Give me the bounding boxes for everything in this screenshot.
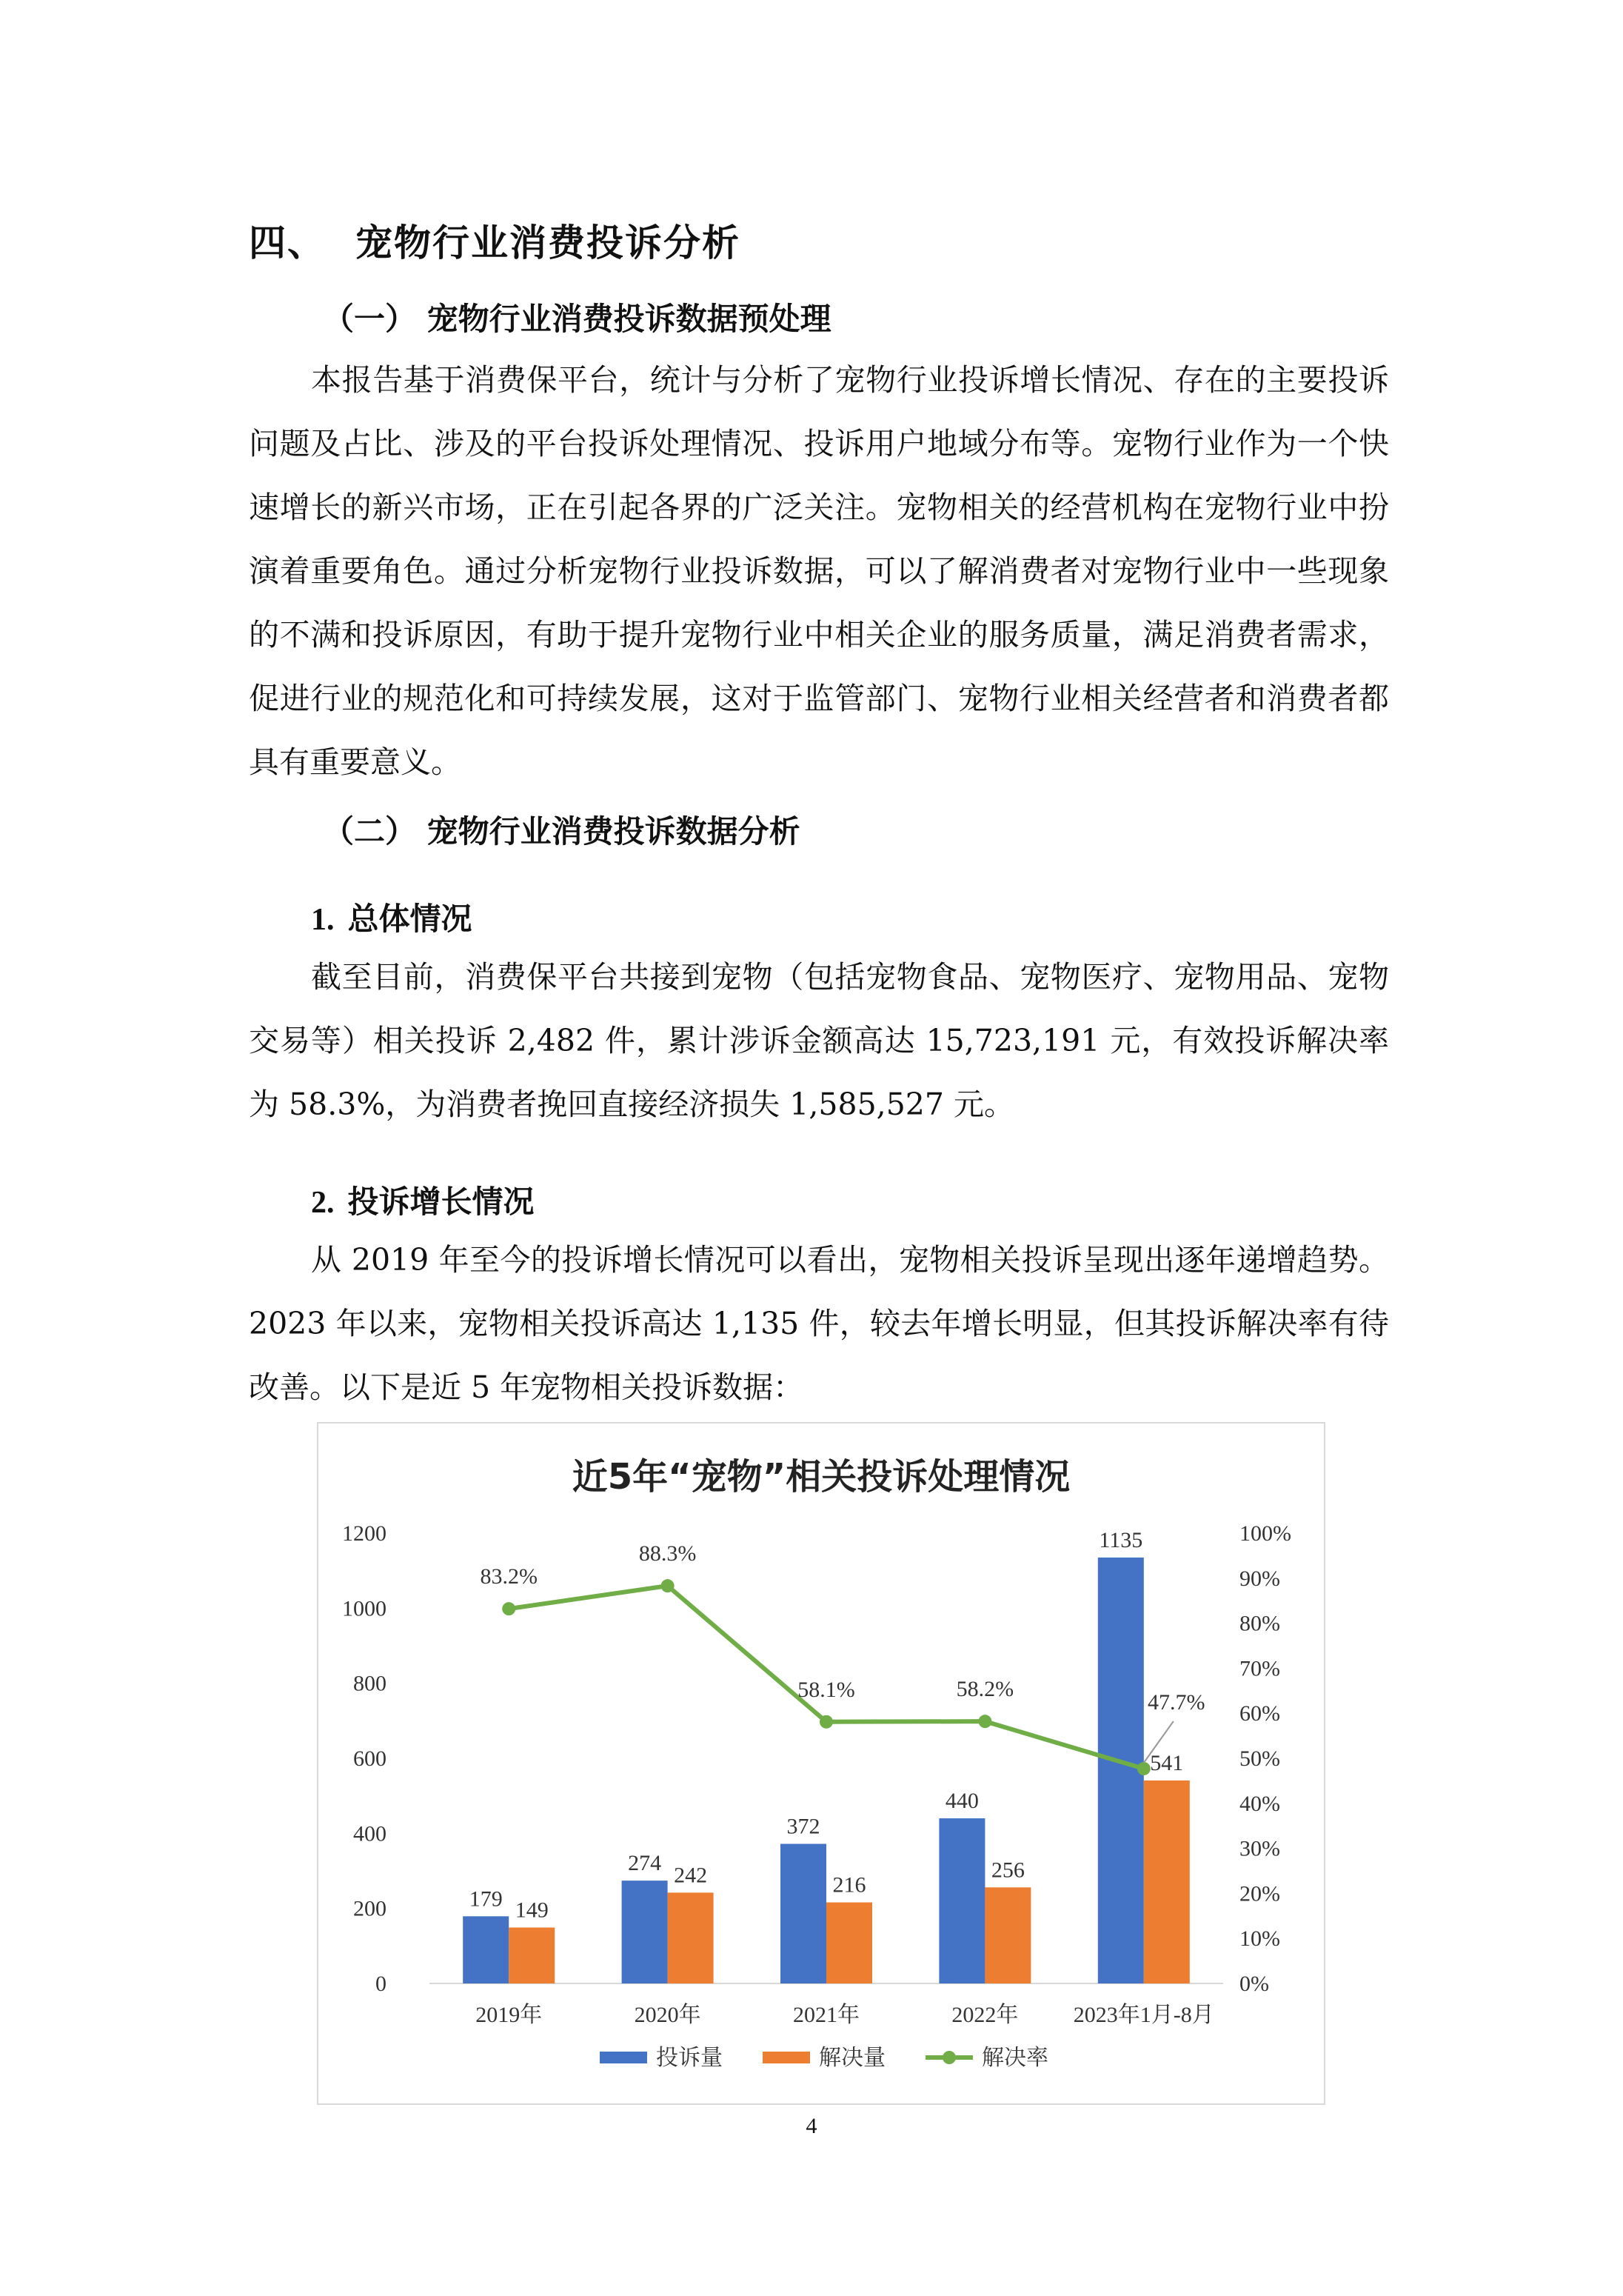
left-axis-tick: 800	[353, 1671, 386, 1696]
page-number: 4	[806, 2114, 817, 2138]
section-heading	[249, 213, 740, 267]
legend-swatch-marker	[943, 2051, 956, 2064]
bar-data-label: 242	[674, 1863, 708, 1888]
legend-label: 解决量	[819, 2045, 886, 2071]
complaint-chart	[317, 1422, 1325, 2105]
category-label: 2021年	[793, 2003, 860, 2027]
category-label: 2019年	[475, 2003, 543, 2027]
bar-data-label: 179	[469, 1886, 503, 1912]
bar-data-label: 541	[1150, 1750, 1184, 1775]
right-axis-tick: 70%	[1239, 1656, 1280, 1681]
section-title: 宠物行业消费投诉分析	[355, 221, 740, 264]
category-label: 2023年1月-8月	[1073, 2003, 1214, 2027]
bar-complaints	[780, 1844, 826, 1983]
item-title-overall: 总体情况	[347, 901, 472, 937]
bar-resolved	[668, 1892, 714, 1983]
legend-label: 投诉量	[656, 2045, 723, 2071]
bar-data-label: 440	[945, 1789, 979, 1814]
left-axis-tick: 1000	[342, 1596, 386, 1621]
right-axis-tick: 10%	[1239, 1926, 1280, 1952]
subsection-heading-1: （一） 宠物行业消费投诉数据预处理	[323, 301, 831, 337]
legend-label: 解决率	[982, 2045, 1048, 2071]
right-axis-tick: 30%	[1239, 1836, 1280, 1861]
subsection-heading-2: （二） 宠物行业消费投诉数据分析	[323, 813, 800, 850]
bar-data-label: 149	[515, 1898, 549, 1923]
bar-data-label: 372	[786, 1814, 820, 1839]
category-label: 2020年	[634, 2003, 701, 2027]
right-axis-tick: 20%	[1239, 1881, 1280, 1906]
resolution-rate-point	[978, 1715, 991, 1728]
bar-complaints	[463, 1916, 509, 1983]
bar-data-label: 256	[991, 1858, 1025, 1883]
bar-complaints	[939, 1818, 985, 1983]
item-title-growth: 投诉增长情况	[347, 1184, 535, 1220]
right-axis-tick: 80%	[1239, 1611, 1280, 1636]
paragraph-growth: 从 2019 年至今的投诉增长情况可以看出，宠物相关投诉呈现出逐年递增趋势。2023 年以来，宠物相关投诉高达 1,135 件，较去年增长明显，但其投诉解决率有待改善。以下是近 5 年宠物相关投诉数据：	[249, 1242, 1389, 1405]
rate-data-label: 47.7%	[1148, 1689, 1205, 1715]
item-number-2: 2.	[311, 1186, 335, 1220]
resolution-rate-point	[820, 1715, 833, 1729]
bar-data-label: 216	[832, 1872, 866, 1898]
bar-complaints	[622, 1880, 668, 1983]
rate-data-label: 58.1%	[797, 1677, 855, 1702]
bar-resolved	[1144, 1781, 1190, 1983]
legend-swatch	[600, 2052, 647, 2063]
bar-data-label: 1135	[1099, 1527, 1143, 1552]
resolution-rate-point	[1137, 1762, 1151, 1775]
paragraph-overall: 截至目前，消费保平台共接到宠物（包括宠物食品、宠物医疗、宠物用品、宠物交易等）相关投诉 2,482 件，累计涉诉金额高达 15,723,191 元，有效投诉解决率为 58.3%，为消费者挽回直接经济损失 1,585,527 元。	[249, 959, 1389, 1122]
item-number-1: 1.	[311, 903, 335, 937]
right-axis-tick: 0%	[1239, 1972, 1269, 1996]
bar-complaints	[1098, 1558, 1144, 1983]
left-axis-tick: 0	[375, 1972, 386, 1996]
item-heading-overall	[311, 895, 472, 939]
resolution-rate-point	[661, 1579, 675, 1592]
legend-swatch	[763, 2052, 810, 2063]
paragraph-preprocessing: 本报告基于消费保平台，统计与分析了宠物行业投诉增长情况、存在的主要投诉问题及占比、涉及的平台投诉处理情况、投诉用户地域分布等。宠物行业作为一个快速增长的新兴市场，正在引起各界的广泛关注。宠物相关的经营机构在宠物行业中扮演着重要角色。通过分析宠物行业投诉数据，可以了解消费者对宠物行业中一些现象的不满和投诉原因，有助于提升宠物行业中相关企业的服务质量，满足消费者需求，促进行业的规范化和可持续发展，这对于监管部门、宠物行业相关经营者和消费者都具有重要意义。	[249, 362, 1389, 780]
right-axis-tick: 40%	[1239, 1791, 1280, 1816]
right-axis-tick: 50%	[1239, 1746, 1280, 1771]
item-heading-growth	[311, 1178, 535, 1222]
bar-resolved	[985, 1887, 1031, 1983]
left-axis-tick: 1200	[342, 1521, 386, 1546]
category-label: 2022年	[951, 2003, 1019, 2027]
right-axis-tick: 60%	[1239, 1701, 1280, 1726]
bar-resolved	[509, 1928, 555, 1983]
chart-title: 近5年“宠物”相关投诉处理情况	[572, 1456, 1071, 1498]
bar-resolved	[826, 1903, 872, 1983]
rate-data-label: 88.3%	[638, 1541, 697, 1566]
resolution-rate-point	[502, 1602, 515, 1615]
chart-svg	[318, 1424, 1324, 2103]
rate-data-label: 83.2%	[480, 1564, 538, 1589]
left-axis-tick: 400	[353, 1821, 386, 1846]
bar-data-label: 274	[628, 1851, 662, 1876]
section-number: 四、	[249, 221, 326, 264]
rate-data-label: 58.2%	[956, 1677, 1014, 1702]
right-axis-tick: 100%	[1239, 1521, 1291, 1546]
left-axis-tick: 600	[353, 1746, 386, 1771]
left-axis-tick: 200	[353, 1896, 386, 1921]
right-axis-tick: 90%	[1239, 1566, 1280, 1591]
